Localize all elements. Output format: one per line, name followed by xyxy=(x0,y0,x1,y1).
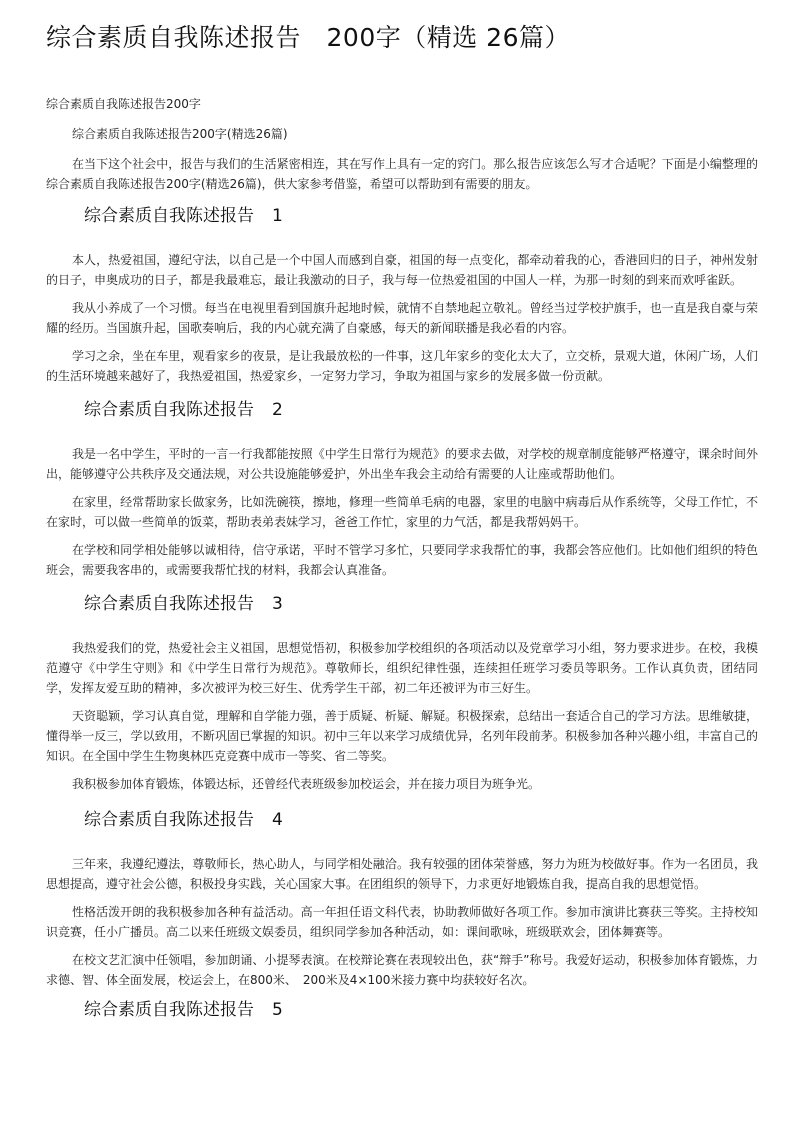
section-number: 3 xyxy=(272,594,283,614)
section-number: 4 xyxy=(272,810,283,830)
section-4 xyxy=(46,808,758,990)
section-5 xyxy=(46,998,758,1022)
section-heading xyxy=(84,808,758,832)
section-paragraph: 学习之余，坐在车里，观看家乡的夜景，是让我最放松的一件事，这几年家乡的变化太大了，立交桥，景观大道，休闲广场，人们的生活环境越来越好了，我热爱祖国，热爱家乡，一定努力学习，争取为祖国与家乡的发展多做一份贡献。 xyxy=(46,349,758,383)
intro-paragraph: 在当下这个社会中，报告与我们的生活紧密相连，其在写作上具有一定的窍门。那么报告应该怎么写才合适呢？下面是小编整理的综合素质自我陈述报告200字(精选26篇)，供大家参考借鉴，希望可以帮助到有需要的朋友。 xyxy=(46,157,758,191)
section-paragraph: 在校文艺汇演中任领唱，参加朗诵、小提琴表演。在校辩论赛在表现较出色，获“辩手”称号。我爱好运动，积极参加体育锻炼，力求德、智、体全面发展，校运会上，在800米、 200米及4×100米接力赛中均获较好名次。 xyxy=(46,953,758,987)
section-paragraph: 本人，热爱祖国，遵纪守法，以自己是一个中国人而感到自豪，祖国的每一点变化，都牵动着我的心，香港回归的日子，神州发射的日子，申奥成功的日子，都是我最难忘，最让我激动的日子，我与每一位热爱祖国的中国人一样，为那一时刻的到来而欢呼雀跃。 xyxy=(46,253,758,287)
section-number: 1 xyxy=(272,206,283,226)
section-paragraph: 我是一名中学生，平时的一言一行我都能按照《中学生日常行为规范》的要求去做，对学校的规章制度能够严格遵守，课余时间外出，能够遵守公共秩序及交通法规，对公共设施能够爱护，外出坐车我会主动给有需要的人让座或帮助他们。 xyxy=(46,447,758,481)
section-heading xyxy=(84,998,758,1022)
section-3 xyxy=(46,592,758,794)
section-paragraph: 性格活泼开朗的我积极参加各种有益活动。高一年担任语文科代表，协助教师做好各项工作。参加市演讲比赛获三等奖。主持校知识竞赛，任小广播员。高二以来任班级文娱委员，组织同学参加各种活动，如：课间歌咏，班级联欢会，团体舞赛等。 xyxy=(46,905,758,939)
document-body xyxy=(46,96,758,1044)
document-subtitle: 综合素质自我陈述报告200字 xyxy=(46,97,201,111)
document-subtitle-selected: 综合素质自我陈述报告200字(精选26篇) xyxy=(72,127,288,141)
section-paragraph: 我热爱我们的党，热爱社会主义祖国，思想觉悟初，积极参加学校组织的各项活动以及党章学习小组，努力要求进步。在校，我模范遵守《中学生守则》和《中学生日常行为规范》。尊敬师长，组织纪律性强，连续担任班学习委员等职务。工作认真负责，团结同学，发挥友爱互助的精神，多次被评为校三好生、优秀学生干部，初二年还被评为市三好生。 xyxy=(46,641,758,695)
section-heading xyxy=(84,398,758,422)
section-paragraph: 我积极参加体育锻炼，体锻达标，还曾经代表班级参加校运会，并在接力项目为班争光。 xyxy=(72,777,541,791)
section-number: 2 xyxy=(272,400,283,420)
section-paragraph: 在学校和同学相处能够以诚相待，信守承诺，平时不管学习多忙，只要同学求我帮忙的事，我都会答应他们。比如他们组织的特色班会，需要我客串的，或需要我帮忙找的材料，我都会认真准备。 xyxy=(46,543,758,577)
section-paragraph: 天资聪颖，学习认真自觉，理解和自学能力强，善于质疑、析疑、解疑。积极探索，总结出一套适合自己的学习方法。思维敏捷，懂得举一反三，学以致用，不断巩固已掌握的知识。初中三年以来学习成绩优异，名列年段前茅。积极参加各种兴趣小组，丰富自己的知识。在全国中学生生物奥林匹克竞赛中成市一等奖、省二等奖。 xyxy=(46,709,758,763)
section-paragraph: 我从小养成了一个习惯。每当在电视里看到国旗升起地时候，就情不自禁地起立敬礼。曾经当过学校护旗手，也一直是我自豪与荣耀的经历。当国旗升起，国歌奏响后，我的内心就充满了自豪感，每天的新闻联播是我必看的内容。 xyxy=(46,301,758,335)
section-paragraph: 三年来，我遵纪遵法，尊敬师长，热心助人，与同学相处融洽。我有较强的团体荣誉感，努力为班为校做好事。作为一名团员，我思想提高，遵守社会公德，积极投身实践，关心国家大事。在团组织的领导下，力求更好地锻炼自我，提高自我的思想觉悟。 xyxy=(46,857,758,891)
section-paragraph: 在家里，经常帮助家长做家务，比如洗碗筷，擦地，修理一些简单毛病的电器，家里的电脑中病毒后从作系统等，父母工作忙，不在家时，可以做一些简单的饭菜，帮助表弟表妹学习，爸爸工作忙，家里的力气活，都是我帮妈妈干。 xyxy=(46,495,758,529)
section-heading-text: 综合素质自我陈述报告 xyxy=(84,1000,254,1020)
section-heading-text: 综合素质自我陈述报告 xyxy=(84,810,254,830)
document-title: 综合素质自我陈述报告 200字（精选 26篇） xyxy=(46,23,570,52)
section-1 xyxy=(46,204,758,386)
section-heading-text: 综合素质自我陈述报告 xyxy=(84,594,254,614)
section-heading-text: 综合素质自我陈述报告 xyxy=(84,400,254,420)
section-heading-text: 综合素质自我陈述报告 xyxy=(84,206,254,226)
section-number: 5 xyxy=(272,1000,283,1020)
section-2 xyxy=(46,398,758,580)
section-heading xyxy=(84,592,758,616)
section-heading xyxy=(84,204,758,228)
